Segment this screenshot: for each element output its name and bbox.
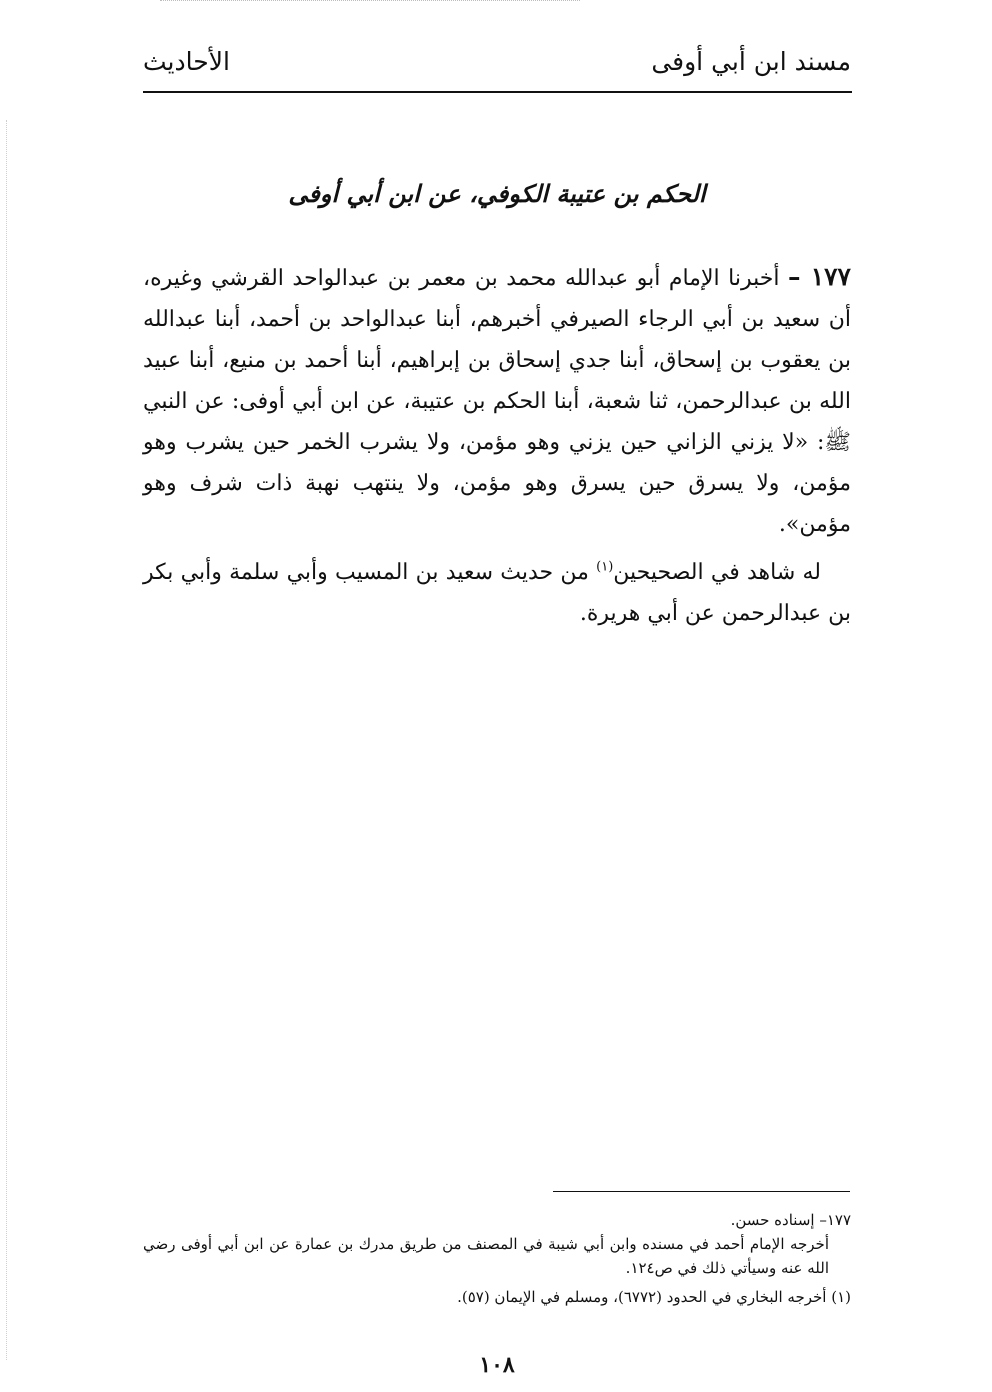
footnote-takhrij: أخرجه الإمام أحمد في مسنده وابن أبي شيبة في المصنف من طريق مدرك بن عمارة عن ابن أبي أوفى رضي الله عنه وسيأتي ذلك في ص١٢٤.	[143, 1235, 829, 1277]
footnote-1: (١) أخرجه البخاري في الحدود (٦٧٧٢)، ومسلم في الإيمان (٥٧).	[457, 1288, 851, 1306]
header-section-name: الأحاديث	[143, 47, 230, 76]
footnote-marker: (١)	[596, 559, 614, 575]
scan-artifact	[160, 0, 580, 7]
page-number: ١٠٨	[479, 1352, 515, 1378]
running-header	[143, 44, 851, 84]
section-title: الحكم بن عتيبة الكوفي، عن ابن أبي أوفى	[288, 179, 706, 208]
main-text	[143, 256, 851, 634]
hadith-number: ١٧٧ –	[787, 262, 851, 291]
commentary-text-before: له شاهد في الصحيحين	[613, 560, 821, 585]
header-book-title: مسند ابن أبي أوفى	[651, 47, 851, 76]
scan-margin-artifact	[6, 120, 7, 1360]
footnote-isnad-grade: ١٧٧– إسناده حسن.	[730, 1211, 851, 1229]
footnote-separator	[553, 1191, 850, 1192]
header-rule	[143, 91, 852, 93]
commentary-text-after: من حديث سعيد بن المسيب وأبي سلمة وأبي بكر بن عبدالرحمن عن أبي هريرة.	[143, 560, 851, 626]
hadith-text: أخبرنا الإمام أبو عبدالله محمد بن معمر بن عبدالواحد القرشي وغيره، أن سعيد بن أبي الرجاء الصيرفي أخبرهم، أبنا عبدالواحد بن أحمد، أبنا عبدالله بن يعقوب بن إسحاق، أبنا جدي إسحاق بن إبراهيم، أبنا أحمد بن منيع، أبنا عبيد الله بن عبدالرحمن، ثنا شعبة، أبنا الحكم بن عتيبة، عن ابن أبي أوفى: عن النبي ﷺ: «لا يزني الزاني حين يزني وهو مؤمن، ولا يشرب الخمر حين يشرب وهو مؤمن، ولا يسرق حين يسرق وهو مؤمن، ولا ينتهب نهبة ذات شرف وهو مؤمن».	[143, 266, 851, 537]
hadith-paragraph	[143, 256, 851, 545]
footnotes	[143, 1208, 851, 1309]
commentary-paragraph	[143, 552, 851, 634]
